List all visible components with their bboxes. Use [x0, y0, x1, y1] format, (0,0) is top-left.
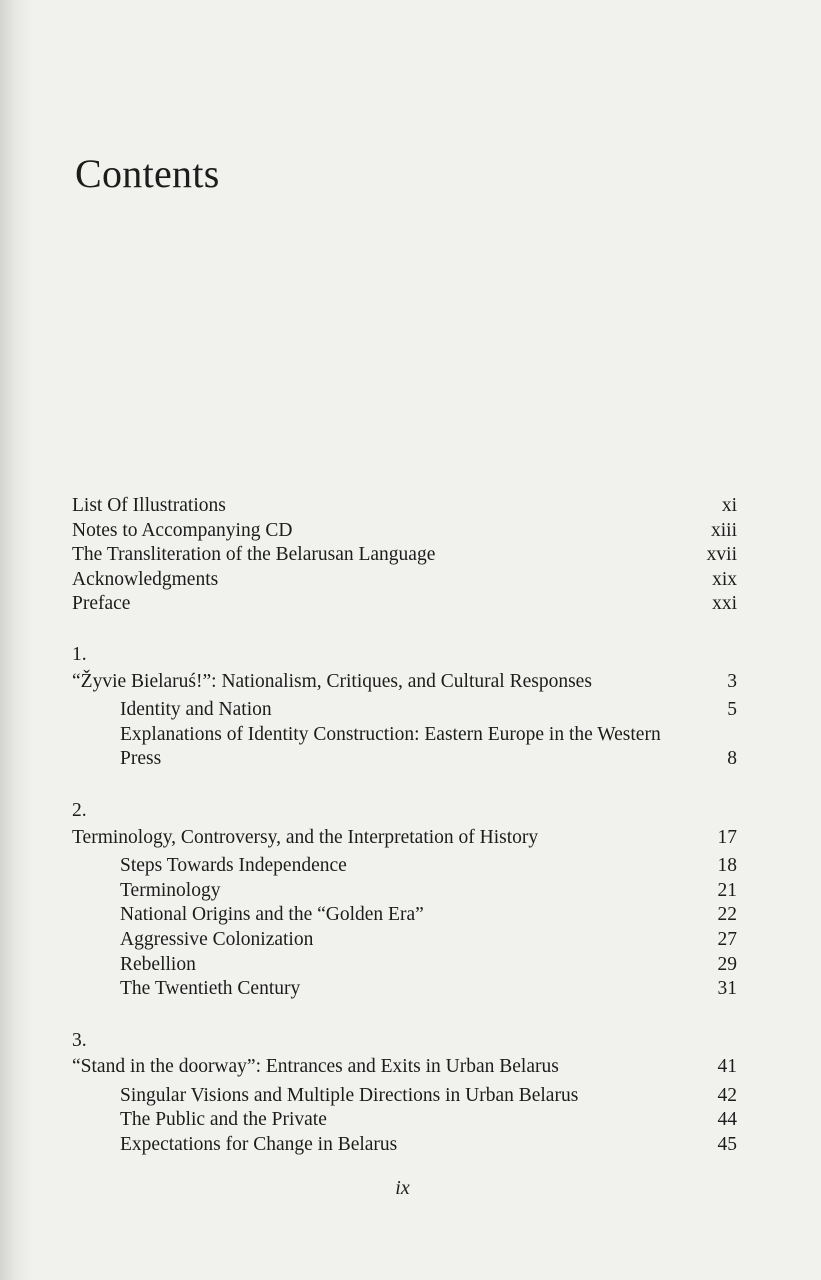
toc-entry-front-matter[interactable] — [72, 519, 737, 544]
toc-entry-page: 3 — [727, 670, 737, 692]
toc-entry-section[interactable] — [72, 1084, 737, 1109]
toc-entry-page: xi — [721, 495, 737, 516]
page-title: Contents — [75, 151, 220, 196]
section-title: National Origins and the “Golden Era” — [120, 904, 424, 926]
toc-entry-page: 44 — [717, 1109, 737, 1131]
section-title: Explanations of Identity Construction: Eastern Europe in the Western Press — [120, 723, 661, 770]
toc-entry-page: 5 — [727, 699, 737, 721]
table-of-contents — [72, 494, 737, 1158]
toc-entry-section[interactable] — [72, 903, 737, 928]
section-title: Steps Towards Independence — [120, 855, 347, 877]
toc-entry-label: Acknowledgments — [72, 568, 219, 590]
toc-entry-chapter[interactable] — [72, 826, 737, 851]
toc-entry-page: 17 — [717, 826, 737, 848]
toc-entry-label: Preface — [72, 593, 131, 615]
section-title: Expectations for Change in Belarus — [120, 1134, 398, 1156]
toc-entry-page: 41 — [717, 1056, 737, 1078]
toc-entry-page: xiii — [710, 519, 737, 541]
toc-entry-label: The Transliteration of the Belarusan Language — [72, 544, 436, 566]
toc-entry-chapter[interactable] — [72, 670, 737, 695]
section-title: The Twentieth Century — [120, 978, 301, 1000]
section-title: Rebellion — [120, 953, 196, 975]
chapter-number: 3. — [72, 1029, 87, 1051]
section-title: Identity and Nation — [120, 699, 272, 721]
toc-entry-page: xix — [712, 568, 737, 590]
toc-entry-page: 18 — [717, 855, 737, 877]
toc-entry-label: List Of Illustrations — [72, 495, 226, 516]
chapter-number: 2. — [72, 799, 87, 821]
toc-entry-section[interactable] — [72, 977, 737, 1002]
toc-entry-page: 27 — [717, 928, 737, 950]
chapter-title: “Stand in the doorway”: Entrances and Exits in Urban Belarus — [72, 1056, 559, 1078]
toc-entry-section[interactable] — [72, 879, 737, 904]
section-title: Aggressive Colonization — [120, 928, 314, 950]
toc-entry-front-matter[interactable] — [72, 592, 737, 617]
toc-entry-page: 45 — [717, 1134, 737, 1156]
page-gutter-shadow — [0, 0, 32, 1280]
toc-entry-section[interactable] — [72, 953, 737, 978]
toc-entry-front-matter[interactable] — [72, 494, 737, 519]
toc-entry-front-matter[interactable] — [72, 568, 737, 593]
toc-entry-page: 21 — [717, 879, 737, 901]
folio-number: ix — [395, 1177, 410, 1199]
toc-entry-page: 29 — [717, 953, 737, 975]
toc-entry-page: 22 — [717, 904, 737, 926]
toc-entry-section[interactable] — [72, 928, 737, 953]
toc-entry-page: 8 — [727, 748, 737, 770]
toc-entry-section[interactable] — [72, 698, 737, 723]
section-title: The Public and the Private — [120, 1109, 327, 1131]
section-title: Singular Visions and Multiple Directions in Urban Belarus — [120, 1084, 579, 1106]
toc-entry-chapter[interactable] — [72, 1055, 737, 1080]
toc-entry-section[interactable] — [72, 1133, 737, 1158]
chapter-title: “Žyvie Bielaruś!”: Nationalism, Critiques, and Cultural Responses — [72, 670, 592, 692]
toc-entry-page: xvii — [706, 544, 737, 566]
toc-entry-label: Notes to Accompanying CD — [72, 519, 293, 541]
chapter-number: 1. — [72, 643, 87, 665]
section-title: Terminology — [120, 879, 221, 901]
toc-entry-section[interactable] — [72, 723, 737, 772]
page-folio — [0, 1177, 821, 1200]
toc-entry-front-matter[interactable] — [72, 543, 737, 568]
toc-entry-section[interactable] — [72, 1108, 737, 1133]
chapter-title: Terminology, Controversy, and the Interpretation of History — [72, 826, 539, 848]
toc-entry-section[interactable] — [72, 854, 737, 879]
toc-entry-page: xxi — [712, 593, 737, 615]
toc-entry-page: 42 — [717, 1084, 737, 1106]
toc-entry-page: 31 — [717, 978, 737, 1000]
